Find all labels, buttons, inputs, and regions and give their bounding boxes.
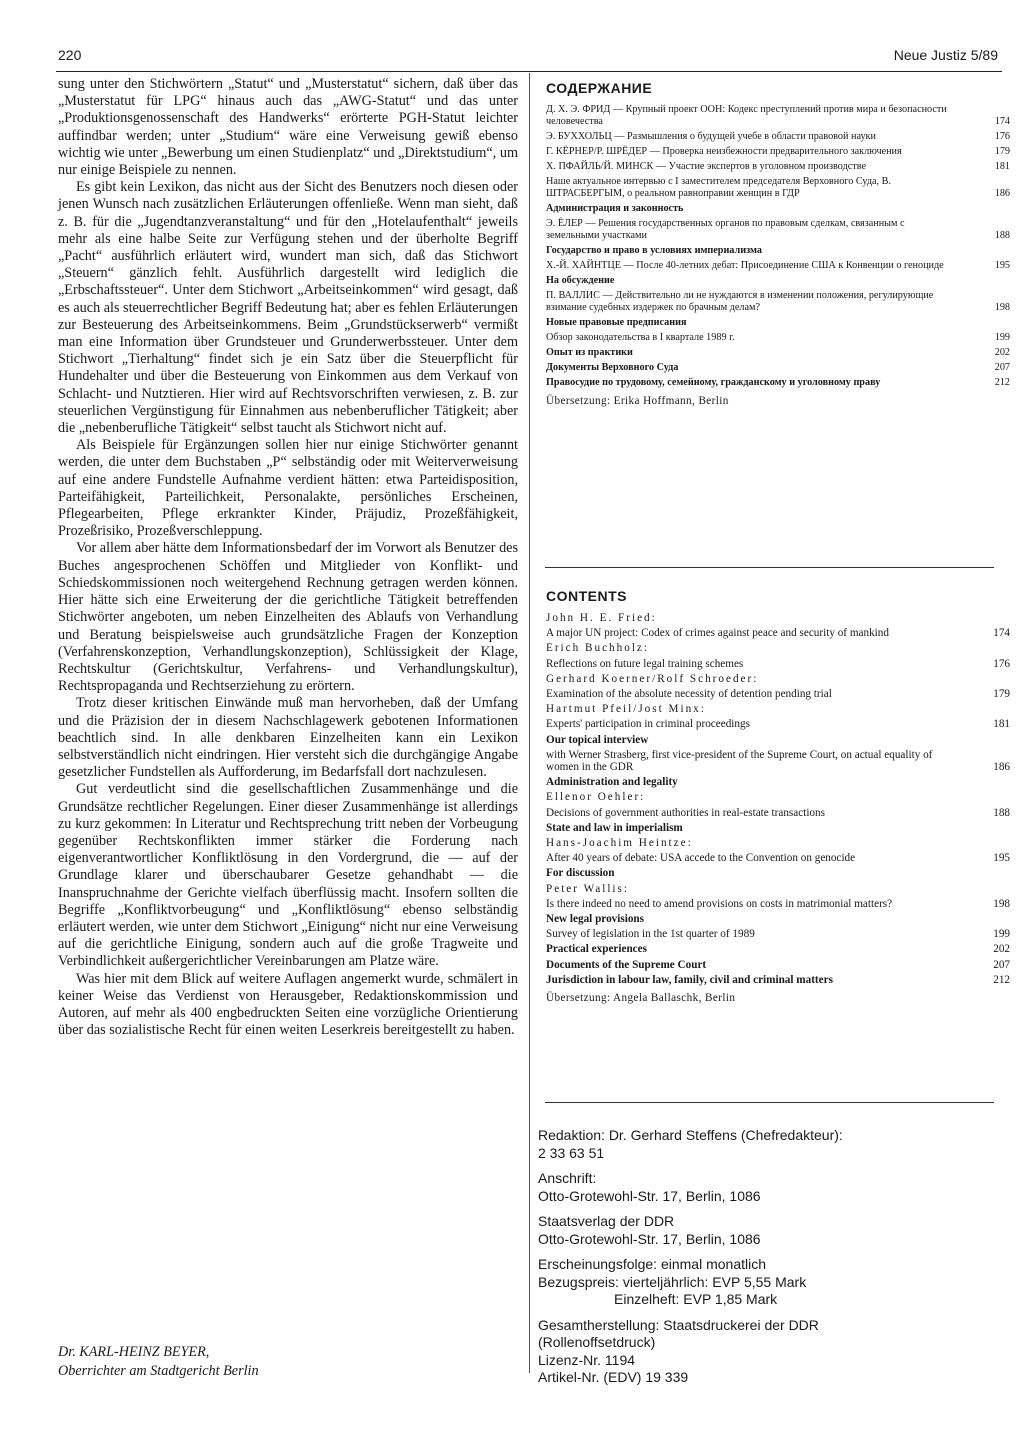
imprint-erscheinung: Erscheinungsfolge: einmal monatlich [538, 1256, 767, 1272]
toc-entry-title: Правосудие по трудовому, семейному, гражданскому и уголовному праву [546, 377, 881, 388]
toc-author: Peter Wallis: [546, 882, 629, 895]
toc-section[interactable] [546, 245, 1010, 257]
article-paragraph: Vor allem aber hätte dem Informationsbedarf der im Vorwort als Benutzer des Buches angesprochenen Schöffen und Mitglieder von Konflikt- und Schiedskommissionen noch weitergehend Rechnung getragen werden können. Hier hätte sich eine Erweiterung der die gerichtliche Tätigkeit betreffenden Stichwörter angeboten, um neben Einzelheiten des Ablaufs von Verhandlung und Beratung beispielsweise auch grundsätzliche Fragen der Konzeption (Verfahrenskonzeption, Verhandlungskonzeption), Schlüssigkeit der Klage, Rechtskultur (Gerichtskultur, Verfahrens- und Verhandlungskultur), Rechtspropaganda und Rechtserziehung zu erörtern. [58, 540, 518, 695]
imprint [538, 1127, 1008, 1387]
toc-entry-page: 207 [993, 958, 1010, 971]
toc-entry-title: State and law in imperialism [546, 821, 683, 834]
toc-ru-rule [545, 567, 994, 568]
toc-entry-page: 179 [993, 688, 1010, 701]
imprint-lizenz: Lizenz-Nr. 1194 [538, 1351, 636, 1368]
toc-entry-page: 199 [993, 928, 1010, 941]
imprint-anschrift: Otto-Grotewohl-Str. 17, Berlin, 1086 [538, 1187, 761, 1204]
toc-entry-title: Jurisdiction in labour law, family, civil and criminal matters [546, 973, 833, 986]
toc-entry-author [546, 837, 1010, 849]
signature-name: Dr. KARL-HEINZ BEYER, [58, 1344, 210, 1360]
toc-entry-page: 176 [994, 131, 1010, 142]
journal-title: Neue Justiz 5/89 [893, 47, 998, 63]
toc-author: Hans-Joachim Heintze: [546, 837, 693, 850]
toc-entry-title: Our topical interview [546, 733, 649, 746]
toc-section[interactable] [546, 362, 1010, 374]
toc-entry-title: Государство и право в условиях империализма [546, 245, 762, 256]
toc-entry-title: Examination of the absolute necessity of detention pending trial [546, 688, 832, 701]
toc-entry-title: Э. ЁЛЕР — Решения государственных органов по правовым сделкам, связанным с земельными участками [546, 218, 905, 241]
toc-entry-title: На обсуждение [546, 275, 615, 286]
article-paragraph: Gut verdeutlicht sind die gesellschaftlichen Zusammenhänge und die Grundsätze rechtlicher Regelungen. Einer dieser Zusammenhänge ist allerdings zu kurz gekommen: In Literatur und Rechtsprechung tritt neben der Vorbeugung gegenüber Rechtskonflikten immer stärker die Forderung nach eigenverantwortlicher Konfliktlösung in den Vordergrund, die — auf der Grundlage klarer und überschaubarer Gesetze gehandhabt — die Inanspruchnahme der Gerichte vielfach überflüssig macht. Insofern sollten die Begriffe „Konfliktvorbeugung“ und „Konfliktlösung“ ebenso selbständig erläutert werden, wie unter dem Stichwort „Einigung“ nicht nur eine Verweisung auf die gerichtliche Einigung, sondern auch auf die große Tragweite und Verbindlichkeit außergerichtlicher Vereinbarungen am Platze wäre. [58, 781, 518, 970]
toc-entry-title: Наше актуальное интервью с I заместителем председателя Верховного Суда, В. ШТРАСБЕРГЫМ, о реальном равноправии женщин в ГДР [546, 176, 891, 199]
toc-section[interactable] [546, 959, 1010, 971]
toc-entry-title: Документы Верховного Суда [546, 362, 679, 373]
toc-ru-list [538, 104, 1010, 389]
toc-entry[interactable] [546, 131, 1010, 143]
imprint-verlag-address: Otto-Grotewohl-Str. 17, Berlin, 1086 [538, 1230, 761, 1247]
toc-entry-page: 202 [994, 347, 1010, 358]
toc-entry-page: 195 [994, 260, 1010, 271]
toc-entry-page: 188 [993, 806, 1010, 819]
article-column [58, 76, 518, 1039]
toc-section[interactable] [546, 377, 1010, 389]
toc-entry-page: 179 [994, 146, 1010, 157]
toc-section[interactable] [546, 347, 1010, 359]
toc-entry-title: Is there indeed no need to amend provisions on costs in matrimonial matters? [546, 897, 893, 910]
article-paragraph: sung unter den Stichwörtern „Statut“ und „Musterstatut“ sichern, daß über das „Musterstatut für LPG“ hinaus auch das „AWG-Statut“ und das unter „Produktionsgenossenschaft des Handwerks“ erörterte PGH-Statut leichter auffindbar werden; unter „Studium“ wäre eine Verweisung gewiß ebenso wichtig wie unter „Bewerbung um einen Studienplatz“ und „Direktstudium“, um nur einige Beispiele zu nennen. [58, 76, 518, 179]
article-paragraph: Es gibt kein Lexikon, das nicht aus der Sicht des Benutzers noch diesen oder jenen Wunsch nach zusätzlichen Erläuterungen offenließe. Wenn man sieht, daß z. B. für die „Jugendtanzveranstaltung“ und für den „Hotelaufenthalt“ jeweils mehr als eine halbe Seite zur Verfügung stehen und der überholte Begriff „Pacht“ ausführlich erläutert wird, wundert man sich, daß das Stichwort „Steuern“ gänzlich fehlt. Ausführlich dargestellt wird lediglich die „Erbschaftssteuer“. Unter dem Stichwort „Arbeitseinkommen“ wird gesagt, daß es auch als steuerrechtlicher Begriff Bedeutung hat; aber es fehlen Erläuterungen zur Besteuerung des Arbeitseinkommens. Beim „Grundstückserwerb“ vermißt man eine Information über Grundsteuer und Grunderwerbssteuer. Unter dem Stichwort „Tierhaltung“ findet sich je ein Satz über die Steuerpflicht für Hundehalter und über die Besteuerung von Einkommen aus dem Verkauf von Schlacht- und Nutztieren. Hier wird auf Rechtsvorschriften verwiesen, z. B. zur steuerlichen Vergünstigung für Einnahmen aus nebenberuflicher Tätigkeit; aber die „nebenberufliche Tätigkeit“ selbst taucht als Stichwort nicht auf. [58, 179, 518, 437]
imprint-herstellung: Gesamtherstellung: Staatsdruckerei der DDR [538, 1316, 819, 1333]
toc-entry-title: with Werner Strasberg, first vice-president of the Supreme Court, on actual equality of women in the GDR [546, 748, 933, 774]
toc-entry-page: 212 [993, 973, 1010, 986]
toc-entry-title: Обзор законодательства в I квартале 1989 г. [546, 332, 735, 343]
toc-entry-title: Administration and legality [546, 776, 678, 789]
toc-entry[interactable] [546, 658, 1010, 670]
toc-entry[interactable] [546, 928, 1010, 940]
toc-section[interactable] [546, 822, 1010, 834]
toc-entry-title: Decisions of government authorities in real-estate transactions [546, 806, 825, 819]
toc-entry-title: A major UN project: Codex of crimes against peace and security of mankind [546, 627, 889, 640]
toc-entry[interactable] [546, 852, 1010, 864]
toc-entry-page: 198 [993, 897, 1010, 910]
toc-section[interactable] [546, 943, 1010, 955]
toc-entry-title: Администрация и законность [546, 203, 684, 214]
toc-en-translator: Übersetzung: Angela Ballaschk, Berlin [546, 992, 736, 1005]
toc-entry-title: For discussion [546, 867, 615, 880]
toc-entry-author [546, 612, 1010, 624]
toc-en-list [538, 612, 1010, 986]
toc-section[interactable] [546, 203, 1010, 215]
toc-entry-page: 207 [994, 362, 1010, 373]
toc-entry-title: Д. X. Э. ФРИД — Крупный проект ООН: Кодекс преступлений против мира и безопасности человечества [546, 104, 947, 127]
toc-entry[interactable] [546, 807, 1010, 819]
toc-entry-title: Practical experiences [546, 943, 647, 956]
toc-entry[interactable] [546, 898, 1010, 910]
toc-en-rule [545, 1102, 994, 1103]
toc-entry-author [546, 673, 1010, 685]
toc-russian [538, 80, 1010, 407]
toc-author: Hartmut Pfeil/Jost Minx: [546, 703, 706, 716]
toc-section[interactable] [546, 275, 1010, 287]
toc-entry-title: After 40 years of debate: USA accede to the Convention on genocide [546, 852, 856, 865]
toc-section[interactable] [546, 867, 1010, 879]
toc-section[interactable] [546, 734, 1010, 746]
toc-entry-title: Новые правовые предписания [546, 317, 687, 328]
imprint-phone: 2 33 63 51 [538, 1144, 605, 1161]
toc-entry-title: Опыт из практики [546, 347, 633, 358]
toc-entry[interactable] [546, 749, 1010, 773]
toc-author: Gerhard Koerner/Rolf Schroeder: [546, 672, 759, 685]
toc-author: John H. E. Fried: [546, 612, 657, 624]
toc-entry-author [546, 791, 1010, 803]
toc-entry-page: 181 [994, 161, 1010, 172]
toc-entry[interactable] [546, 104, 1010, 128]
toc-entry-page: 186 [993, 761, 1010, 774]
column-divider [529, 73, 530, 1373]
imprint-anschrift-label: Anschrift: [538, 1170, 597, 1186]
toc-entry-title: X. ПФАЙЛЬ/Й. МИНСК — Участие экспертов в уголовном производстве [546, 161, 867, 172]
toc-entry-page: 202 [993, 943, 1010, 956]
toc-author: Erich Buchholz: [546, 642, 650, 655]
toc-entry-page: 174 [993, 627, 1010, 640]
toc-entry-author [546, 883, 1010, 895]
toc-entry-page: 181 [993, 718, 1010, 731]
toc-entry-title: New legal provisions [546, 913, 644, 926]
article-paragraph: Als Beispiele für Ergänzungen sollen hier nur einige Stichwörter genannt werden, die unter dem Buchstaben „P“ selbständig oder mit Weiterverweisung auf eine andere Fundstelle Aufnahme verdient hätten: etwa Parteidisposition, Parteifähigkeit, Parteilichkeit, Personalakte, persönliches Erscheinen, Pflegearbeiten, Pflege erkrankter Kinder, Präjudiz, Prozeßfähigkeit, Prozeßrisiko, Prozeßverschleppung. [58, 437, 518, 540]
imprint-druck: (Rollenoffsetdruck) [538, 1334, 656, 1350]
header-rule [56, 71, 1002, 72]
toc-entry-page: 198 [994, 302, 1010, 313]
imprint-redaktion: Redaktion: Dr. Gerhard Steffens (Chefredakteur): [538, 1127, 843, 1143]
signature-title: Oberrichter am Stadtgericht Berlin [58, 1363, 259, 1379]
toc-entry-page: 188 [994, 230, 1010, 241]
toc-entry-title: Survey of legislation in the 1st quarter of 1989 [546, 928, 755, 941]
author-signature [58, 1343, 518, 1381]
toc-entry[interactable] [546, 332, 1010, 344]
toc-entry[interactable] [546, 218, 1010, 242]
toc-section[interactable] [546, 317, 1010, 329]
toc-entry[interactable] [546, 260, 1010, 272]
imprint-artikel: Artikel-Nr. (EDV) 19 339 [538, 1369, 689, 1385]
page-number: 220 [58, 47, 82, 63]
imprint-bezugspreis: Bezugspreis: vierteljährlich: EVP 5,55 Mark [538, 1273, 807, 1290]
toc-entry-title: Reflections on future legal training schemes [546, 657, 744, 670]
toc-en-heading: CONTENTS [546, 588, 627, 604]
toc-entry[interactable] [546, 176, 1010, 200]
toc-section[interactable] [546, 913, 1010, 925]
toc-ru-heading: СОДЕРЖАНИЕ [546, 80, 653, 96]
toc-entry-page: 176 [993, 657, 1010, 670]
toc-english [538, 588, 1010, 1004]
toc-entry-title: Э. БУХХОЛЬЦ — Размышления о будущей учебе в области правовой науки [546, 131, 876, 142]
article-paragraph: Trotz dieser kritischen Einwände muß man hervorheben, daß der Umfang und die Präzision der in diesem Nachschlagewerk gebotenen Informationen beachtlich sind. In alle denkbaren Einzelheiten kann ein Lexikon selbstverständlich nicht eindringen. Hier versteht sich die durchgängige Angabe gesetzlicher Fundstellen als Aufforderung, im Bedarfsfall dort nachzulesen. [58, 695, 518, 781]
toc-entry[interactable] [546, 290, 1010, 314]
toc-entry-page: 199 [994, 332, 1010, 343]
toc-entry-author [546, 703, 1010, 715]
toc-entry-author [546, 642, 1010, 654]
toc-entry-title: П. ВАЛЛИС — Действительно ли не нуждаются в изменении положения, регулирующие взимание судебных издержек по брачным делам? [546, 290, 934, 313]
toc-entry-page: 212 [994, 377, 1010, 388]
toc-entry[interactable] [546, 627, 1010, 639]
toc-entry-title: Experts' participation in criminal proceedings [546, 718, 750, 731]
toc-entry-page: 174 [994, 116, 1010, 127]
toc-entry-page: 195 [993, 852, 1010, 865]
toc-entry[interactable] [546, 146, 1010, 158]
toc-entry-page: 186 [994, 188, 1010, 199]
toc-entry[interactable] [546, 161, 1010, 173]
toc-section[interactable] [546, 776, 1010, 788]
toc-entry-title: X.-Й. ХАЙНТЦЕ — После 40-летних дебат: Присоединение США к Конвенции о геноциде [546, 260, 944, 271]
imprint-verlag: Staatsverlag der DDR [538, 1213, 675, 1229]
imprint-einzelheft: Einzelheft: EVP 1,85 Mark [614, 1291, 778, 1307]
article-paragraph: Was hier mit dem Blick auf weitere Auflagen angemerkt wurde, schmälert in keiner Weise das Verdienst von Herausgeber, Redaktionskommission und Autoren, auf mehr als 400 engbedruckten Seiten eine vorzügliche Orientierung über das sozialistische Recht für einen weiten Leserkreis bereitgestellt zu haben. [58, 970, 518, 1039]
toc-entry-title: Г. КЁРНЕР/Р. ШРЁДЕР — Проверка неизбежности предварительного заключения [546, 146, 902, 157]
toc-ru-translator: Übersetzung: Erika Hoffmann, Berlin [546, 395, 729, 407]
toc-entry[interactable] [546, 688, 1010, 700]
toc-entry[interactable] [546, 718, 1010, 730]
toc-section[interactable] [546, 974, 1010, 986]
toc-entry-title: Documents of the Supreme Court [546, 958, 707, 971]
toc-author: Ellenor Oehler: [546, 791, 646, 804]
